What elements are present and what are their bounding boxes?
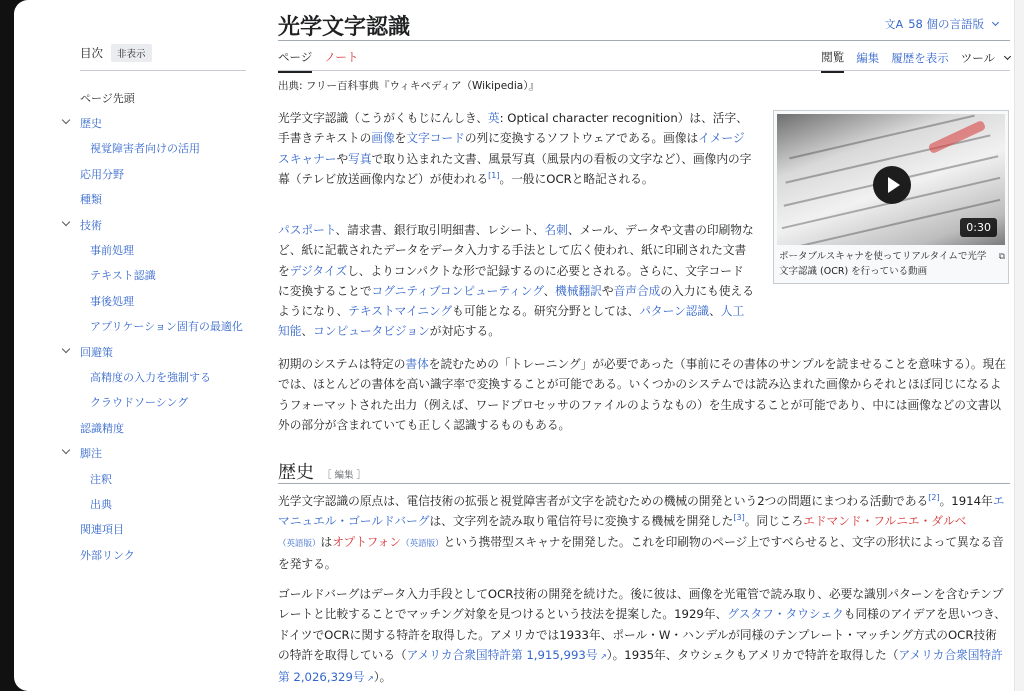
enlarge-icon[interactable]: ⧉ — [998, 252, 1005, 262]
toc-item-label: 出典 — [90, 497, 112, 511]
redlink-fournier[interactable]: エドマンド・フルニエ・ダルベ — [803, 514, 967, 529]
toc-item-label: 回避策 — [80, 345, 113, 359]
scrollbar[interactable] — [1014, 0, 1024, 691]
page-title: 光学文字認識 — [278, 14, 411, 40]
text: を — [394, 131, 407, 146]
text: や — [601, 283, 614, 298]
toc-item[interactable] — [80, 187, 246, 212]
text: 、 — [301, 324, 314, 339]
link-english[interactable]: 英 — [487, 111, 500, 125]
link-ai[interactable]: 人工知能 — [278, 304, 745, 339]
toc-item[interactable] — [80, 364, 246, 389]
toc-item-label: ページ先頭 — [80, 91, 135, 105]
link-us-patent-2026329[interactable]: アメリカ合衆国特許第 2,026,329号 ↗ — [278, 648, 1003, 684]
text: の入力にも使えるようになり、 — [278, 283, 754, 319]
figure-caption — [777, 245, 1005, 280]
toc-item-label: 関連項目 — [80, 523, 124, 537]
tab-read[interactable]: 閲覧 — [821, 49, 844, 73]
toc-item[interactable] — [80, 161, 246, 186]
table-of-contents — [80, 44, 246, 567]
text: 。1914年 — [939, 494, 993, 508]
toc-hide-button[interactable]: 非表示 — [111, 44, 152, 62]
toc-item-label: 外部リンク — [80, 548, 135, 562]
text: 光学文字認識（こうがくもじにんしき、 — [278, 111, 488, 125]
text: 、 — [543, 283, 556, 298]
video-figure — [773, 110, 1009, 284]
tools-label: ツール — [960, 51, 995, 65]
paragraph-early-systems — [278, 354, 1007, 435]
text: が対応する。 — [429, 324, 500, 339]
text: も同様のアイデアを思いつき、ドイツでOCRに関する特許を取得した。アメリカでは1933年、ポール・W・ハンデルが同様のテンプレート・マッチング方式のOCR技術の特許を取得している（ — [278, 607, 1006, 662]
toc-item-label: 事前処理 — [90, 244, 134, 258]
link-typeface[interactable]: 書体 — [405, 357, 429, 371]
text: や — [336, 151, 349, 166]
tools-menu[interactable] — [961, 50, 1010, 72]
link-image-scanner[interactable]: イメージスキャナー — [278, 131, 745, 166]
translate-icon: 文A — [884, 18, 904, 31]
video-thumbnail[interactable] — [777, 114, 1005, 245]
section-heading-history — [278, 458, 366, 484]
toc-item[interactable] — [80, 237, 246, 262]
toc-item[interactable] — [80, 339, 246, 364]
link-text-mining[interactable]: テキストマイニング — [348, 304, 453, 319]
toc-item[interactable] — [80, 136, 246, 161]
caption-text: ポータブルスキャナを使ってリアルタイムで光学文字認識 (OCR) を行っている動画 — [779, 251, 987, 277]
toc-item-label: 歴史 — [80, 117, 102, 131]
toc-item-label: 脚注 — [80, 447, 102, 461]
text: : Optical character recognition）は、活字、手書きテキストの — [278, 111, 748, 146]
text: は、文字列を読み取り電信符号に変換する機械を開発した — [429, 514, 734, 529]
text: 。同じころ — [744, 514, 804, 529]
link-digitize[interactable]: デジタイズ — [289, 263, 348, 278]
toc-item[interactable] — [80, 390, 246, 415]
toc-item-label: 応用分野 — [80, 167, 124, 181]
chevron-down-icon — [992, 19, 999, 26]
toc-item[interactable] — [80, 415, 246, 440]
title-divider — [278, 40, 1010, 41]
toc-item[interactable] — [80, 288, 246, 313]
language-selector[interactable] — [885, 16, 998, 32]
link-character-code[interactable]: 文字コード — [406, 131, 465, 146]
link-computer-vision[interactable]: コンピュータビジョン — [313, 324, 430, 339]
toc-item-label: テキスト認識 — [90, 269, 156, 283]
toc-item-label: 認識精度 — [80, 421, 124, 435]
text: し、よりコンパクトな形で記録するのに必要とされる。さらに、文字コードに変換することで — [278, 263, 744, 298]
redlink-optophone[interactable]: オプトフォン — [332, 534, 402, 549]
toc-item-label: 視覚障害者向けの活用 — [90, 142, 200, 156]
toc-item[interactable] — [80, 440, 246, 465]
toc-item[interactable] — [80, 263, 246, 288]
paragraph-history-patents — [278, 584, 1007, 689]
tab-edit[interactable]: 編集 — [856, 51, 880, 65]
text: ゴールドバーグはデータ入力手段としてOCR技術の開発を続けた。後に彼は、画像を光電管で読み取り、必要な識別パターンを含むテンプレートと比較することでマッチング対象を見つけるという技法を提案した。1929年、 — [278, 587, 1004, 622]
tab-history[interactable]: 履歴を表示 — [891, 51, 949, 65]
toc-item-label: アプリケーション固有の最適化 — [90, 320, 243, 334]
section-title: 歴史 — [278, 462, 314, 483]
toc-header — [80, 44, 246, 71]
text: 光学文字認識の原点は、電信技術の拡張と視覚障害者が文字を読むための機械の開発という2つの問題にまつわる活動である — [278, 494, 929, 508]
toc-title: 目次 — [80, 46, 103, 60]
link-english-version[interactable]: （英語版） — [401, 538, 444, 549]
text: を読むための「トレーニング」が必要であった（事前にその書体のサンプルを読ませることを意味する）。現在では、ほとんどの書体を高い識字率で変換することが可能である。いくつかのシステムでは読み込まれた画像からそれとほぼ同じになるようフォーマットされた出力（例えば、ワードプロセッサのファイルのようなもの）を生成することが可能であり、中には画像などの文書以外の部分が含まれていても正しく認識するものもある。 — [278, 357, 1006, 432]
toc-item[interactable] — [80, 212, 246, 237]
tabs-divider — [278, 70, 1010, 71]
toc-item[interactable] — [80, 466, 246, 491]
link-photo[interactable]: 写真 — [348, 151, 372, 166]
edit-label: ［ 編集 ］ — [322, 470, 367, 481]
text: ）。 — [373, 670, 392, 685]
toc-item-label: 種類 — [80, 193, 102, 207]
toc-item-label: 注釈 — [90, 472, 112, 486]
link-business-card[interactable]: 名刺 — [544, 223, 568, 237]
text: も可能となる。研究分野としては、 — [452, 304, 640, 319]
video-duration: 0:30 — [960, 218, 997, 237]
text: という携帯型スキャナを開発した。これを印刷物のページ上ですべらせると、文字の形状によって異なる音を発する。 — [278, 534, 1004, 571]
toc-item[interactable] — [80, 517, 246, 542]
toc-list — [80, 85, 246, 567]
text: で取り込まれた文書、風景写真（風景内の看板の文字など）、画像内の字幕（テレビ放送画像内など）が使われる — [278, 151, 752, 186]
link-tauschek[interactable]: グスタフ・タウシェク — [727, 607, 844, 622]
link-goldberg[interactable]: エマニュエル・ゴールドバーグ — [278, 494, 1005, 529]
text: 、メール、データや文書の印刷物など、紙に記載されたデータをデータ入力する手法として広く使われ、紙に印刷された文書を — [278, 223, 754, 278]
toc-item[interactable] — [80, 542, 246, 567]
tab-talk[interactable]: ノート — [324, 50, 359, 64]
tab-page[interactable]: ページ — [278, 49, 312, 73]
chevron-down-icon — [1004, 53, 1011, 60]
text: ）。1935年、タウシェクもアメリカで特許を取得した（ — [606, 647, 899, 662]
toc-item[interactable] — [80, 491, 246, 516]
link-pattern-recognition[interactable]: パターン認識 — [639, 304, 710, 319]
link-image[interactable]: 画像 — [371, 131, 395, 146]
text: の列に変換するソフトウェアである。画像は — [464, 131, 699, 146]
toc-item[interactable] — [80, 314, 246, 339]
toc-item-label: 技術 — [80, 218, 102, 232]
paragraph-intro — [278, 108, 754, 189]
paragraph-uses — [278, 220, 754, 342]
source-line: 出典: フリー百科事典『ウィキペディア（Wikipedia）』 — [278, 80, 539, 92]
toc-item-label: クラウドソーシング — [90, 396, 189, 410]
link-machine-translation[interactable]: 機械翻訳 — [555, 283, 602, 298]
text: 、請求書、銀行取引明細書、レシート、 — [335, 223, 545, 237]
reference-link[interactable]: [1] — [488, 171, 500, 180]
text: 、 — [709, 304, 721, 319]
text: 。一般にOCRと略記される。 — [499, 171, 654, 186]
link-english-version[interactable]: （英語版） — [278, 538, 321, 549]
section-divider — [278, 483, 1010, 484]
toc-item[interactable] — [80, 85, 246, 110]
link-passport[interactable]: パスポート — [278, 223, 336, 237]
toc-item[interactable] — [80, 110, 246, 135]
toc-item-label: 高精度の入力を強制する — [90, 370, 211, 384]
link-us-patent-1915993[interactable]: アメリカ合衆国特許第 1,915,993号 ↗ — [407, 648, 607, 662]
section-edit-link[interactable] — [322, 467, 366, 481]
play-icon[interactable] — [873, 166, 911, 204]
language-count: 58 個の言語版 — [908, 17, 984, 31]
text: は — [320, 534, 333, 549]
reference-link[interactable]: [2] — [928, 493, 940, 503]
link-cognitive-computing[interactable]: コグニティブコンピューティング — [371, 283, 544, 298]
link-speech-synthesis[interactable]: 音声合成 — [613, 283, 661, 298]
toc-item-label: 事後処理 — [90, 294, 134, 308]
reference-link[interactable]: [3] — [733, 513, 745, 523]
text: 初期のシステムは特定の — [278, 357, 406, 371]
paragraph-history-origin — [278, 491, 1007, 574]
